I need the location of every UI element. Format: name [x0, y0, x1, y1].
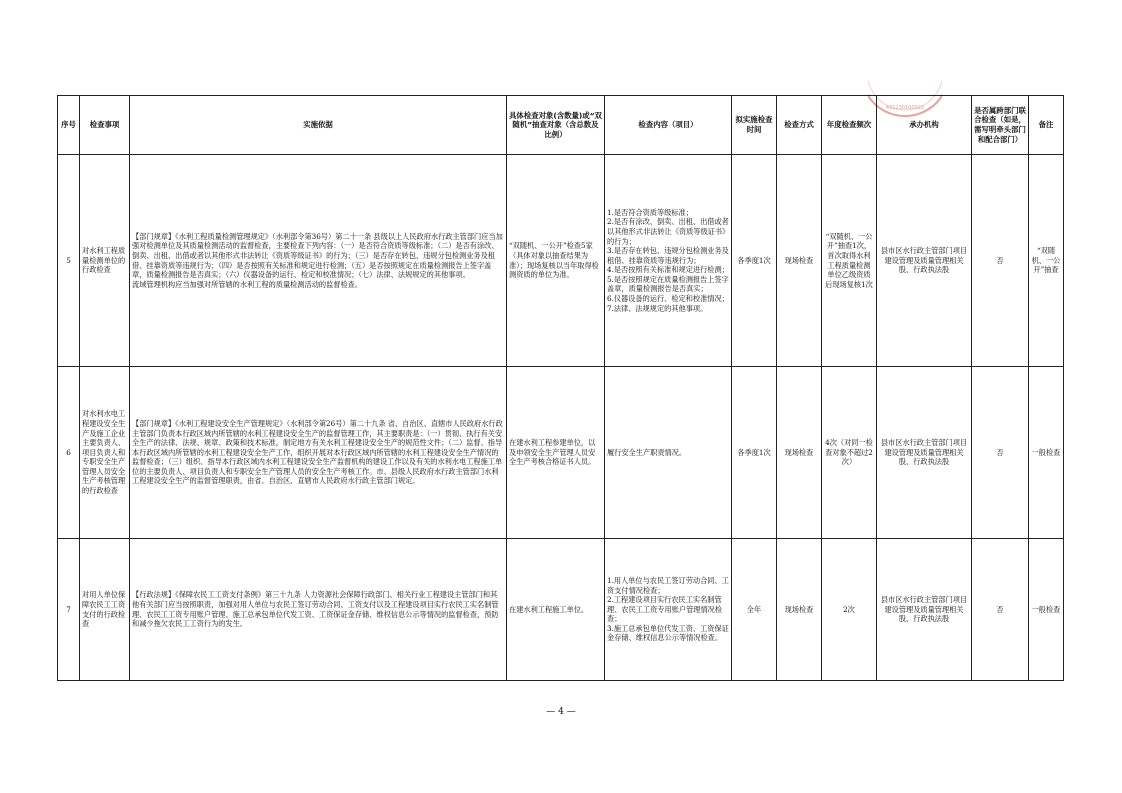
header-method: 检查方式: [777, 96, 822, 155]
cell-time: 全年: [732, 539, 777, 681]
cell-joint: 否: [972, 155, 1029, 367]
cell-basis: 【部门规章】《水利工程质量检测管理规定》（水利部令第36号）第二十一条 县级以上人民政府水行政主管部门应当加强对检测单位及其质量检测活动的监督检查，主要检查下列内容：（一）是否符合资质等级标准；（二）是否有涂改、倒卖、出租、出借或者以其他形式非法转让《资质等级证书》的行为；（三）是否存在转包、违规分包检测业务及租借、挂靠资质等违规行为；（四）是否按照有关标准和规定进行检测；（五）是否按照规定在质量检测报告上签字盖章，质量检测报告是否真实；（六）仪器设备的运行、检定和校准情况；（七）法律、法规规定的其他事项。 流域管理机构应当加强对所管辖的水利工程的质量检测活动的监督检查。: [130, 155, 507, 367]
cell-object: “双随机、一公开”检查5家（具体对象以抽查结果为准）；现场复核以当年取得检测资质的单位为准。: [507, 155, 605, 367]
cell-content: 1.是否符合资质等级标准； 2.是否有涂改、倒卖、出租、出借或者以其他形式非法转让《资质等级证书》的行为； 3.是否存在转包、违规分包检测业务及租借、挂靠资质等违规行为； 4.是否按照有关标准和规定进行检测； 5.是否按照规定在质量检测报告上签字盖章，质量检测报告是否真实； 6.仪器设备的运行、检定和校准情况； 7.法律、法规规定的其他事项。: [605, 155, 732, 367]
cell-content: 履行安全生产职责情况。: [605, 367, 732, 539]
cell-note: “双随机、一公开”抽查: [1029, 155, 1064, 367]
seal-digits: 431230100022: [885, 105, 925, 111]
table-row: [58, 539, 1064, 681]
cell-item: 对用人单位保障农民工工资支付的行政检查: [80, 539, 130, 681]
cell-time: 各季度1次: [732, 367, 777, 539]
cell-note: 一般检查: [1029, 367, 1064, 539]
table-row: [58, 367, 1064, 539]
inspection-table: [57, 95, 1064, 681]
cell-joint: 否: [972, 539, 1029, 681]
inspection-table-sheet: [57, 95, 1063, 681]
cell-org: 县市区水行政主管部门项目建设管理及质量管理相关股、行政执法股: [877, 155, 972, 367]
header-row: [58, 96, 1064, 155]
header-basis: 实施依据: [130, 96, 507, 155]
header-freq: 年度检查频次: [822, 96, 877, 155]
cell-joint: 否: [972, 367, 1029, 539]
cell-org: 县市区水行政主管部门项目建设管理及质量管理相关股、行政执法股: [877, 539, 972, 681]
header-joint: 是否属跨部门联合检查（如是，需写明牵头部门和配合部门）: [972, 96, 1029, 155]
cell-method: 现场检查: [777, 155, 822, 367]
cell-freq: 2次: [822, 539, 877, 681]
cell-method: 现场检查: [777, 367, 822, 539]
cell-freq: “双随机、一公开”抽查1次，首次取得水利工程质量检测单位乙级资质后现场复核1次: [822, 155, 877, 367]
cell-org: 县市区水行政主管部门项目建设管理及质量管理相关股、行政执法股: [877, 367, 972, 539]
cell-basis: 【部门规章】《水利工程建设安全生产管理规定》（水利部令第26号）第二十九条 省、自治区、直辖市人民政府水行政主管部门负责本行政区域内所管辖的水利工程建设安全生产的监督管理工作，其主要职责是：（一）贯彻、执行有关安全生产的法律、法规、规章、政策和技术标准，制定地方有关水利工程建设安全生产的规范性文件；（二）监督、指导本行政区域内所管辖的水利工程建设安全生产工作，组织开展对本行政区域内所管辖的水利工程建设安全生产情况的监督检查；（三）组织、指导本行政区域内水利工程建设安全生产监督机构的建设工作以及有关的水利水电工程施工单位的主要负责人、项目负责人和专职安全生产管理人员的安全生产考核工作。市、县级人民政府水行政主管部门水利工程建设安全生产的监督管理职责，由省、自治区、直辖市人民政府水行政主管部门规定。: [130, 367, 507, 539]
cell-freq: 4次（对同一检查对象不超过2次）: [822, 367, 877, 539]
header-object: 具体检查对象(含数量)或“双随机”抽查对象（含总数及比例）: [507, 96, 605, 155]
header-item: 检查事项: [80, 96, 130, 155]
cell-note: 一般检查: [1029, 539, 1064, 681]
cell-object: 在建水利工程参建单位，以及申领安全生产管理人员安全生产考核合格证书人员。: [507, 367, 605, 539]
page-number: — 4 —: [546, 707, 576, 717]
cell-item: 对水利水电工程建设安全生产及施工企业主要负责人、项目负责人和专职安全生产管理人员安全生产考核管理的行政检查: [80, 367, 130, 539]
cell-object: 在建水利工程施工单位。: [507, 539, 605, 681]
cell-seq: 7: [58, 539, 80, 681]
header-content: 检查内容（项目）: [605, 96, 732, 155]
cell-seq: 6: [58, 367, 80, 539]
cell-seq: 5: [58, 155, 80, 367]
cell-basis: 【行政法规】《保障农民工工资支付条例》第三十九条 人力资源社会保障行政部门、相关行业工程建设主管部门和其他有关部门应当按照职责，加强对用人单位与农民工签订劳动合同、工资支付以及工程建设项目实行农民工实名制管理、农民工工资专用账户管理、施工总承包单位代发工资、工资保证金存储、维权信息公示等情况的监督检查，预防和减少拖欠农民工工资行为的发生。: [130, 539, 507, 681]
table-row: [58, 155, 1064, 367]
header-time: 拟实施检查时间: [732, 96, 777, 155]
header-org: 承办机构: [877, 96, 972, 155]
cell-item: 对水利工程质量检测单位的行政检查: [80, 155, 130, 367]
cell-time: 各季度1次: [732, 155, 777, 367]
header-seq: 序号: [58, 96, 80, 155]
cell-content: 1.用人单位与农民工签订劳动合同、工资支付情况检查； 2.工程建设项目实行农民工实名制管理、农民工工资专用账户管理情况检查； 3.施工总承包单位代发工资、工资保证金存储、维权信息公示等情况检查。: [605, 539, 732, 681]
cell-method: 现场检查: [777, 539, 822, 681]
header-note: 备注: [1029, 96, 1064, 155]
